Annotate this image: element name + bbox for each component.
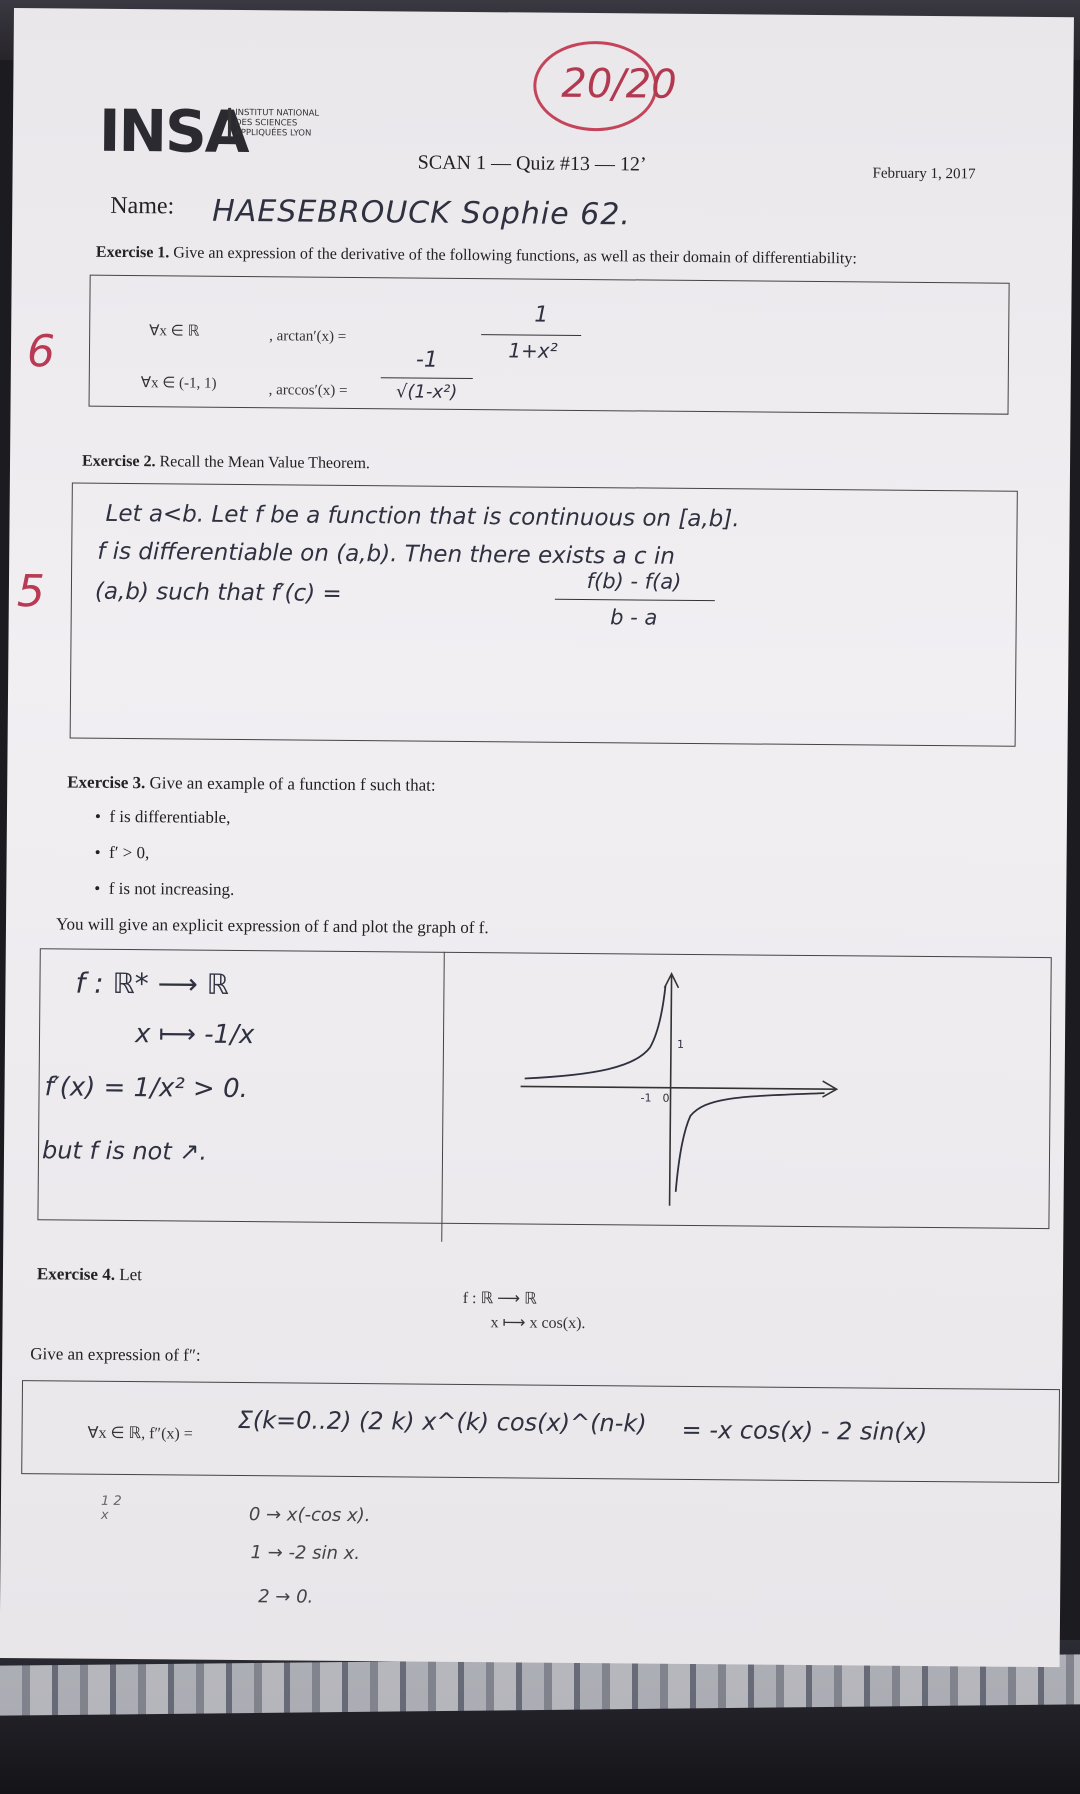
quiz-sheet [0,8,1074,1667]
insa-logo: INSA [98,96,249,167]
ex1-line1-answer-num: 1 [534,302,549,328]
ex4-question: Give an expression of f″: [30,1344,201,1365]
ex2-answer-line1: Let a<b. Let f be a function that is continuous on [a,b]. [105,500,740,533]
graph-curve-left [525,985,666,1080]
ex4-def-line1: f : ℝ ⟶ ℝ [462,1289,537,1308]
exercise-3-prompt: Give an example of a function f such that: [149,773,436,795]
exercise-4-prompt: Let [119,1264,143,1285]
exercise-1-prompt: Give an expression of the derivative of the following functions, as well as their domain of differentiability: [173,244,857,268]
ex1-line1-func: , arctan′(x) = [269,328,347,345]
ex3-bullet-2: • f′ > 0, [94,842,150,863]
ex1-line1-domain: ∀x ∈ ℝ [149,323,200,340]
ex4-scratch-2: 1 → -2 sin x. [250,1542,361,1565]
graph-x-axis [521,1086,835,1089]
ex2-answer-frac-den: b - a [610,605,658,630]
ex3-answer-line1: f : ℝ* ⟶ ℝ [75,966,230,1001]
exercise-1-heading [96,244,1026,270]
ex3-instruction: You will give an explicit expression of f and plot the graph of f. [55,914,489,938]
ex4-answer-lhs: ∀x ∈ ℝ, f″(x) = [87,1424,193,1443]
exercise-1-label: Exercise 1. [95,243,170,262]
ex2-answer-line2: f is differentiable on (a,b). Then there exists a c in [97,538,675,570]
ex3-answer-line4: but f is not ↗. [41,1136,208,1166]
ex3-answer-line2: x ⟼ -1/x [134,1019,255,1051]
ex2-answer-frac-num: f(b) - f(a) [586,569,682,594]
graph-label-minus-one: -1 [640,1091,652,1105]
exercise-4-heading [37,1264,142,1285]
exercise-3-heading [67,772,967,800]
graph-y-axis [670,976,672,1206]
exercise-2-grade: 5 [16,566,46,618]
graph-label-one: 1 [676,1037,685,1051]
exercise-1-grade: 6 [26,326,56,378]
ex3-bullet-1: • f is differentiable, [94,806,231,827]
exercise-4-label: Exercise 4. [36,1264,116,1284]
ex3-answer-line3: f′(x) = 1/x² > 0. [44,1072,248,1105]
ex1-line2-domain: ∀x ∈ (-1, 1) [140,375,217,392]
ex1-line2-func: , arccos′(x) = [268,382,348,399]
ex3-bullet-3: • f is not increasing. [94,878,235,899]
quiz-date: February 1, 2017 [872,165,976,183]
ex3-graph [443,954,1045,1225]
score: 20/20 [561,60,677,108]
insa-logo-subtext: INSTITUT NATIONAL DES SCIENCES APPLIQUÉES LYON [228,108,325,139]
ex4-answer-result: = -x cos(x) - 2 sin(x) [681,1415,928,1447]
ex1-line2-answer-num: -1 [415,347,439,373]
ex4-scratch-1: 0 → x(-cos x). [248,1504,371,1527]
exercise-2-label: Exercise 2. [81,452,156,471]
ex4-def-line2: x ⟼ x cos(x). [490,1314,586,1333]
graph-label-zero: 0 [662,1091,670,1105]
quiz-title: SCAN 1 — Quiz #13 — 12’ [417,151,647,176]
exercise-3-label: Exercise 3. [67,772,146,793]
ex4-scratch-margin: 1 2 x [100,1493,122,1523]
ex2-answer-line3: (a,b) such that f′(c) = [94,578,342,607]
ex1-line1-answer-den: 1+x² [508,338,558,363]
student-name: HAESEBROUCK Sophie 62. [212,193,632,233]
ex1-line2-answer-den: √(1-x²) [395,381,458,403]
ex4-answer-sum: Σ(k=0..2) (2 k) x^(k) cos(x)^(n-k) [237,1406,647,1438]
graph-curve-right [676,1092,825,1193]
ex4-scratch-3: 2 → 0. [258,1586,314,1608]
exercise-2-heading [82,453,982,479]
exercise-2-prompt: Recall the Mean Value Theorem. [159,453,371,473]
name-label: Name: [110,192,175,220]
